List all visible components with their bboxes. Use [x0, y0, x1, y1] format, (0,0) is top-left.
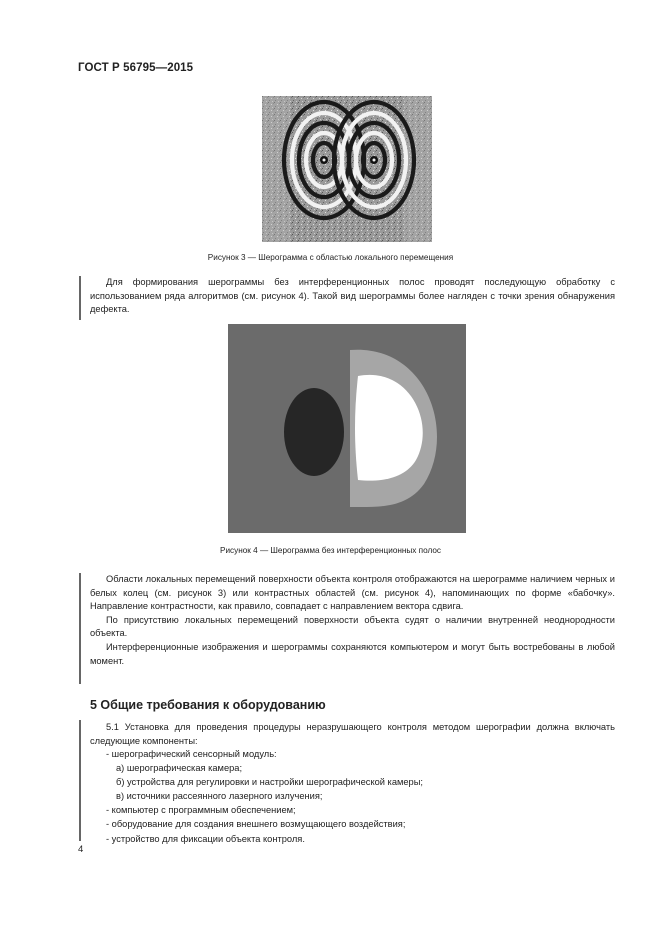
paragraph-text: Области локальных перемещений поверхности объекта контроля отображаются на шерограмме наличием черных и белых колец (см. рисунок 3) или контрастных областей (см. рисунок 4), напоминающих по форме «бабочку». Направление контрастности, как правило, совпадает с направлением вектора сдвига. — [90, 574, 615, 612]
list-item: - шерографический сенсорный модуль: — [106, 749, 277, 759]
section-5-heading: 5 Общие требования к оборудованию — [90, 698, 326, 712]
standard-header: ГОСТ Р 56795—2015 — [78, 62, 194, 74]
list-item: - устройство для фиксации объекта контроля. — [106, 833, 305, 844]
figure-4-shearogram-image — [228, 324, 466, 533]
figure-4-caption: Рисунок 4 — Шерограмма без интерференционных полос — [219, 546, 441, 555]
paragraph-1 — [90, 276, 615, 317]
change-bar — [79, 276, 81, 320]
change-bar — [79, 573, 81, 684]
section-5-intro — [90, 721, 615, 748]
paragraph-text: Для формирования шерограммы без интерференционных полос проводят последующую обработку с использованием ряда алгоритмов (см. рисунок 4). Такой вид шерограммы более нагляден с точки зрения обнаружения дефекта. — [90, 277, 615, 315]
list-item: б) устройства для регулировки и настройки шерографической камеры; — [116, 777, 423, 788]
list-item: в) источники рассеянного лазерного излучения; — [116, 791, 323, 802]
paragraph-text: Интерференционные изображения и шерограммы сохраняются компьютером и могут быть востребованы в любой момент. — [90, 641, 615, 666]
list-item: а) шерографическая камера; — [116, 763, 243, 774]
change-bar — [79, 720, 81, 841]
paragraph-group-2 — [90, 573, 615, 668]
component-list — [90, 747, 615, 846]
figure-3-shearogram-image — [262, 96, 432, 242]
paragraph-text: 5.1 Установка для проведения процедуры неразрушающего контроля методом шерографии должна включать следующие компоненты: — [90, 722, 615, 746]
figure-3-caption: Рисунок 3 — Шерограмма с областью локального перемещения — [207, 253, 454, 262]
list-item: - оборудование для создания внешнего возмущающего воздействия; — [106, 819, 406, 830]
list-item: - компьютер с программным обеспечением; — [106, 805, 296, 816]
page-number: 4 — [78, 844, 84, 855]
paragraph-text: По присутствию локальных перемещений поверхности объекта судят о наличии внутренней неоднородности объекта. — [90, 614, 615, 639]
